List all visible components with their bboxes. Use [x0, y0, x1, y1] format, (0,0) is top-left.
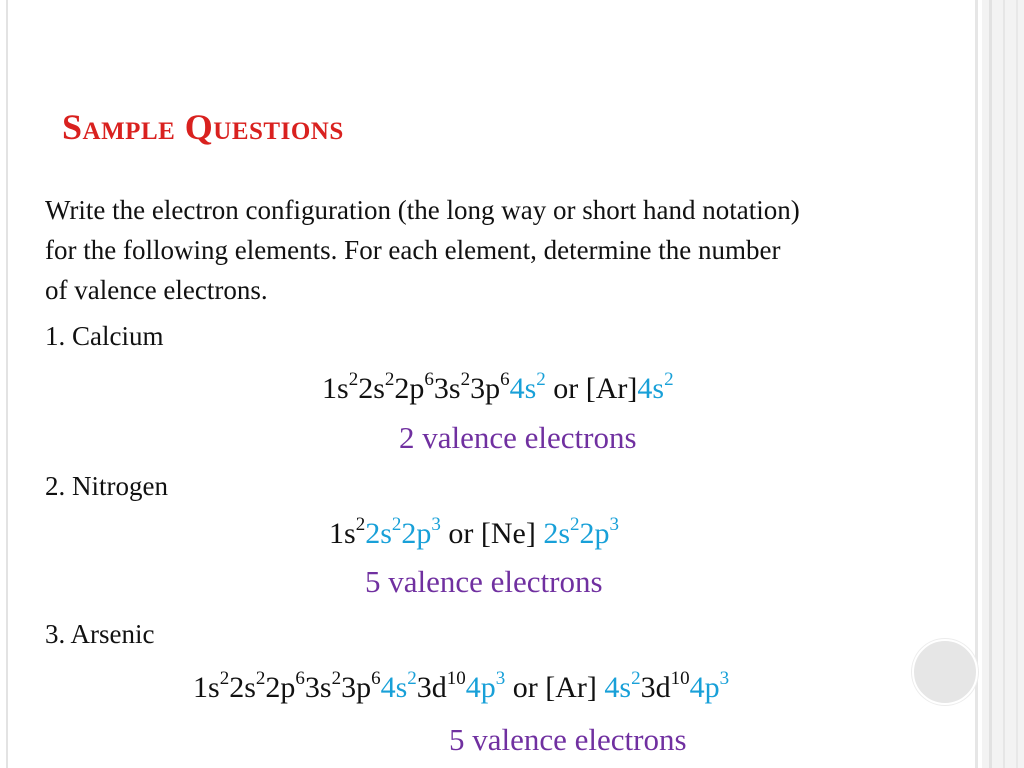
- config-superscript: 6: [295, 668, 305, 689]
- valence-answer: 5 valence electrons: [449, 722, 687, 757]
- config-term: or: [545, 372, 586, 405]
- config-term: 2s: [229, 671, 256, 704]
- config-term: 4p: [465, 671, 496, 704]
- config-term: 2p: [401, 517, 432, 550]
- config-term: 3s: [433, 372, 461, 405]
- config-term: 2p: [579, 517, 610, 550]
- config-term: 1s: [322, 372, 349, 405]
- config-superscript: 3: [719, 668, 730, 689]
- config-superscript: 6: [500, 369, 510, 390]
- config-term: 4p: [689, 671, 720, 704]
- config-term: 3p: [341, 671, 372, 704]
- config-superscript: 2: [219, 668, 230, 689]
- config-term: or: [505, 671, 546, 704]
- config-term: 4s: [380, 671, 408, 704]
- config-superscript: 2: [460, 369, 471, 390]
- config-term: or: [440, 517, 481, 550]
- config-superscript: 2: [391, 514, 402, 535]
- config-superscript: 3: [609, 514, 620, 535]
- question-label: 2. Nitrogen: [45, 471, 168, 501]
- config-superscript: 10: [446, 668, 466, 689]
- question-label: 1. Calcium: [45, 321, 164, 351]
- config-term: 3d: [640, 671, 671, 704]
- config-superscript: 2: [570, 514, 580, 535]
- question-label: 3. Arsenic: [45, 619, 155, 649]
- config-term: 3d: [416, 671, 447, 704]
- config-superscript: 2: [407, 668, 417, 689]
- decorative-line: [1016, 0, 1018, 768]
- config-term: 3s: [304, 671, 332, 704]
- intro-text: Write the electron configuration (the long way or short hand notation) for the following elements. For each element, determine the number of valence electrons.: [45, 195, 800, 305]
- config-superscript: 2: [631, 668, 641, 689]
- config-term: 4s: [604, 671, 632, 704]
- decorative-circle: [912, 639, 978, 705]
- slide-title: Sample Questions: [62, 107, 344, 147]
- config-superscript: 2: [331, 668, 342, 689]
- electron-configuration: [193, 668, 730, 705]
- config-superscript: 6: [424, 369, 434, 390]
- config-superscript: 2: [664, 369, 674, 390]
- config-superscript: 2: [536, 369, 546, 390]
- config-term: [Ar]: [545, 671, 605, 704]
- config-term: 4s: [509, 372, 537, 405]
- config-superscript: 3: [431, 514, 441, 535]
- electron-configuration: [322, 369, 674, 406]
- config-term: [Ne]: [480, 517, 544, 550]
- config-term: 2p: [394, 372, 425, 405]
- decorative-line: [1003, 0, 1005, 768]
- config-superscript: 2: [384, 369, 395, 390]
- config-term: 1s: [329, 517, 356, 550]
- config-term: 2s: [365, 517, 392, 550]
- config-term: 2s: [358, 372, 385, 405]
- config-term: 2p: [265, 671, 296, 704]
- slide-border-left: [6, 0, 8, 768]
- decorative-line: [989, 0, 992, 768]
- config-term: 2s: [543, 517, 571, 550]
- config-term: 3p: [470, 372, 501, 405]
- electron-configuration: [329, 514, 620, 551]
- config-superscript: 2: [255, 668, 266, 689]
- config-superscript: 6: [371, 668, 381, 689]
- valence-answer: 2 valence electrons: [399, 420, 637, 455]
- config-superscript: 10: [670, 668, 690, 689]
- config-superscript: 3: [495, 668, 506, 689]
- config-term: 4s: [637, 372, 665, 405]
- config-superscript: 2: [348, 369, 359, 390]
- config-term: [Ar]: [585, 372, 638, 405]
- valence-answer: 5 valence electrons: [365, 564, 603, 599]
- config-superscript: 2: [355, 514, 366, 535]
- config-term: 1s: [193, 671, 220, 704]
- slide-border-right: [975, 0, 978, 768]
